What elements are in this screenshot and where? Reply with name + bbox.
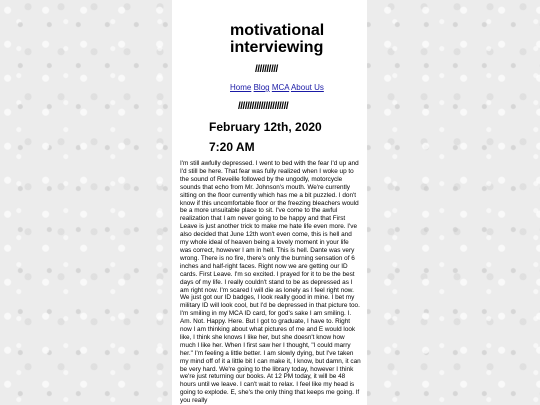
- decorative-slashes-bottom: //////////////////////: [238, 101, 289, 112]
- nav-link-mca[interactable]: MCA: [271, 83, 290, 92]
- nav-link-about-us[interactable]: About Us: [290, 83, 324, 92]
- nav-link-blog[interactable]: Blog: [253, 83, 270, 92]
- nav-link-home[interactable]: Home: [230, 83, 252, 92]
- post-body: I'm still awfully depressed. I went to bed with the fear I'd up and I'd still be here. That fear was fully realized when I woke up to the sound of Reveille followed by the ungodly, motorcycle sounds that echo from Mr. Johnson's mouth. We're currently sitting on the floor currently which has me a bit puzzled. I don't know if this uncomfortable floor or the freezing bleachers would be a more unsuitable place to sit. I've come to the awful realization that I am never going to be happy and that First Leave is just another trick to make me hate life even more. I've also decided that June 12th won't even come, this is hell and my whole ideal of heaven being a lovely moment in your life was correct, however I am in hell. This is hell. Dante was very wrong. There is no fire, there's only the burning sensation of 6 inches and half-right faces. Right now we are getting our ID cards. First Leave. I'm so excited. I prayed for it to be the best days of my life. I really couldn't stand to be as depressed as I am right now. I'm scared I will die as lonely as I feel right now. We just got our ID badges, I look really good in mine. I bet my military ID will look cool, but I'd be depressed in that picture too. I'm smiling in my MCA ID card, for god's sake I am smiling. I. Am. Not. Happy. Here. But I got to graduate, I have to. Right now I am thinking about what pictures of me and E would look like, I think she knows I like her, but she doesn't know how much I like her. When I first saw her I thought, "I could marry her." I'm feeling a little better. I am slowly dying, but I've taken my mind off of it a little bit I can make it, I know, but damn, it can be very hard. We're going to the library today, however I think we're just returning our books. At 12 PM today, it will be 48 hours until we leave. I can't wait to relax. I feel like my head is going to explode. E, she's the only thing that keeps me going. If you really: [180, 160, 361, 405]
- post-date: February 12th, 2020: [209, 120, 322, 134]
- post-time: 7:20 AM: [209, 140, 255, 154]
- site-title: motivational interviewing: [230, 22, 325, 56]
- main-nav: [230, 83, 324, 93]
- decorative-slashes-top: //////////: [255, 64, 278, 75]
